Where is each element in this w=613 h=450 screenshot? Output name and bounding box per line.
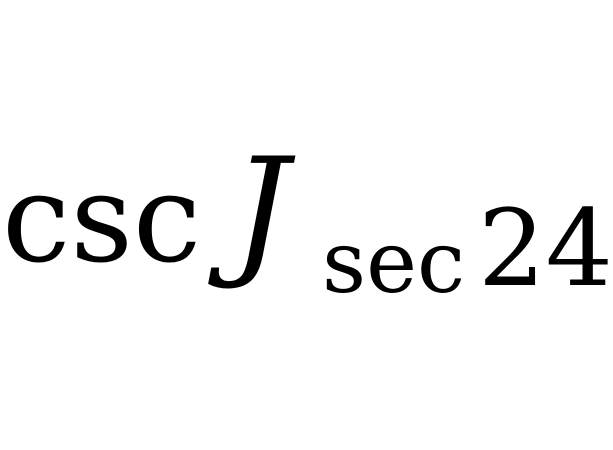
subscript-function-sec: sec	[322, 213, 466, 313]
variable-j: J	[232, 128, 289, 293]
subscript-number: 24	[478, 187, 613, 310]
function-name-csc: csc	[2, 148, 202, 290]
